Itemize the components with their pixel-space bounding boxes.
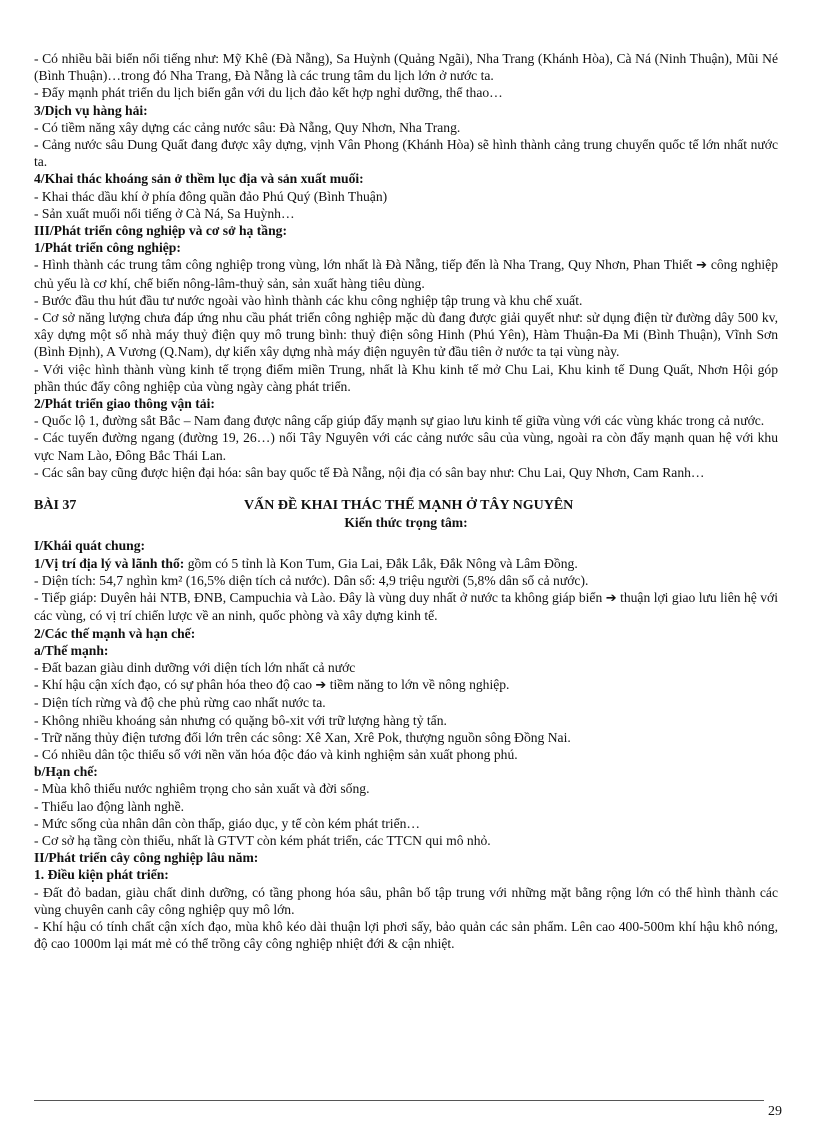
paragraph-text: - Cơ sở hạ tầng còn thiếu, nhất là GTVT còn kém phát triển, các TTCN qui mô nhỏ. xyxy=(34,832,491,848)
paragraph xyxy=(34,712,778,729)
lesson-subtitle: Kiến thức trọng tâm: xyxy=(344,515,468,531)
paragraph-text-after-arrow: thuận lợi giao lưu liên hệ với các vùng, có vị trí chiến lược về an ninh, quốc phòng và xây dựng kinh tế. xyxy=(34,590,779,624)
section-tay-nguyen xyxy=(34,537,778,952)
section-heading xyxy=(34,170,778,187)
paragraph-text: - Không nhiều khoáng sản nhưng có quặng bô-xit với trữ lượng hàng tỷ tấn. xyxy=(34,712,447,728)
lesson-number: BÀI 37 xyxy=(34,498,77,514)
paragraph xyxy=(34,832,778,849)
paragraph-text: - Trữ năng thủy điện tương đối lớn trên các sông: Xê Xan, Xrê Pok, thượng nguồn sông Đồng Nai. xyxy=(34,729,571,745)
section-heading xyxy=(34,625,778,642)
paragraph xyxy=(34,815,778,832)
section-heading xyxy=(34,866,778,883)
paragraph-text: - Sản xuất muối nổi tiếng ở Cà Ná, Sa Huỳnh… xyxy=(34,205,295,221)
paragraph xyxy=(34,256,778,291)
paragraph-text: - Hình thành các trung tâm công nghiệp trong vùng, lớn nhất là Đà Nẵng, tiếp đến là Nha Trang, Quy Nhơn, Phan Thiết xyxy=(34,257,697,273)
paragraph-text: - Quốc lộ 1, đường sắt Bắc – Nam đang được nâng cấp giúp đẩy mạnh sự giao lưu kinh tế giữa vùng với các vùng khác trong cả nước. xyxy=(34,413,765,429)
paragraph-text: - Cảng nước sâu Dung Quất đang được xây dựng, vịnh Vân Phong (Khánh Hòa) sẽ hình thành cảng trung chuyển quốc tế lớn nhất nước ta. xyxy=(34,137,778,170)
paragraph xyxy=(34,292,778,309)
paragraph xyxy=(34,50,778,84)
paragraph xyxy=(34,659,778,676)
paragraph xyxy=(34,746,778,763)
paragraph-text: - Khí hậu có tính chất cận xích đạo, mùa khô kéo dài thuận lợi phơi sấy, bảo quản các sản phẩm. Lên cao 400-500m khí hậu khô nóng, độ cao 1000m lại mát mẻ có thể trồng cây công nghiệp nhiệt đới & cận nhiệt. xyxy=(34,918,778,952)
section-heading xyxy=(34,763,778,780)
paragraph-text: - Diện tích: 54,7 nghìn km² (16,5% diện tích cả nước). Dân số: 4,9 triệu người (5,8% dân số cả nước). xyxy=(34,572,589,588)
paragraph-text: III/Phát triển công nghiệp và cơ sở hạ tầng: xyxy=(34,223,287,239)
paragraph-text: - Cơ sở năng lượng chưa đáp ứng nhu cầu phát triển công nghiệp mặc dù đang được giải quyết như: sử dụng điện từ đường dây 500 kv, xây dựng một số nhà máy thuỷ điện quy mô trung bình: thuỷ điện sông Hinh (Phú Yên), Hàm Thuận-Đa Mi (Bình Thuận), Vĩnh Sơn (Bình Định), A Vương (Q.Nam), dự kiến xây dựng nhà máy điện nguyên tử đầu tiên ở nước ta tại vùng này. xyxy=(34,310,778,360)
paragraph-text: - Mức sống của nhân dân còn thấp, giáo dục, y tế còn kém phát triển… xyxy=(34,815,420,831)
paragraph-text: - Có nhiều dân tộc thiểu số với nền văn hóa độc đáo và kinh nghiệm sản xuất phong phú. xyxy=(34,746,518,762)
paragraph xyxy=(34,188,778,205)
arrow-icon: ➔ xyxy=(605,591,617,607)
paragraph xyxy=(34,412,778,429)
paragraph-text: 2/Các thế mạnh và hạn chế: xyxy=(34,625,196,641)
paragraph-text-after-arrow: tiềm năng to lớn về nông nghiệp. xyxy=(329,677,510,693)
paragraph-text: - Khai thác dầu khí ở phía đông quần đảo Phú Quý (Bình Thuận) xyxy=(34,188,388,204)
paragraph xyxy=(34,729,778,746)
arrow-icon: ➔ xyxy=(315,678,327,694)
section-heading xyxy=(34,395,778,412)
paragraph-text: - Đất đỏ badan, giàu chất dinh dưỡng, có tầng phong hóa sâu, phân bố tập trung với những mặt bằng rộng lớn có thể hình thành các vùng chuyên canh cây công nghiệp quy mô lớn. xyxy=(34,884,778,917)
paragraph-text: - Các tuyến đường ngang (đường 19, 26…) nối Tây Nguyên với các cảng nước sâu của vùng, ngoài ra còn đẩy mạnh quan hệ với khu vực Nam Lào, Đông Bắc Thái Lan. xyxy=(34,430,778,463)
paragraph-lead: 1/Vị trí địa lý và lãnh thổ: xyxy=(34,555,185,571)
paragraph-text: II/Phát triển cây công nghiệp lâu năm: xyxy=(34,850,259,866)
paragraph-text: - Đất bazan giàu dinh dưỡng với diện tích lớn nhất cả nước xyxy=(34,659,356,675)
paragraph xyxy=(34,798,778,815)
paragraph-text: 1/Phát triển công nghiệp: xyxy=(34,240,181,256)
paragraph-text: - Có nhiều bãi biển nổi tiếng như: Mỹ Khê (Đà Nẵng), Sa Huỳnh (Quảng Ngãi), Nha Trang (Khánh Hòa), Cà Ná (Ninh Thuận), Mũi Né (Bình Thuận)…trong đó Nha Trang, Đà Nẵng là các trung tâm du lịch lớn ở nước ta. xyxy=(34,51,778,84)
paragraph xyxy=(34,676,778,694)
paragraph xyxy=(34,589,778,624)
paragraph-text: - Đẩy mạnh phát triển du lịch biển gắn với du lịch đảo kết hợp nghỉ dưỡng, thể thao… xyxy=(34,85,503,101)
section-heading xyxy=(34,222,778,239)
paragraph-text: b/Hạn chế: xyxy=(34,764,98,780)
paragraph xyxy=(34,464,778,481)
paragraph-text: - Khí hậu cận xích đạo, có sự phân hóa theo độ cao xyxy=(34,677,316,693)
lesson-title: VẤN ĐỀ KHAI THÁC THẾ MẠNH Ở TÂY NGUYÊN xyxy=(244,498,574,514)
paragraph xyxy=(34,205,778,222)
paragraph-text: 1. Điều kiện phát triển: xyxy=(34,867,169,883)
paragraph-text: - Tiếp giáp: Duyên hải NTB, ĐNB, Campuchia và Lào. Đây là vùng duy nhất ở nước ta không giáp biển xyxy=(34,590,606,606)
section-heading xyxy=(34,102,778,119)
paragraph xyxy=(34,572,778,589)
paragraph xyxy=(34,780,778,797)
paragraph xyxy=(34,918,778,952)
section-heading xyxy=(34,537,778,554)
arrow-icon: ➔ xyxy=(696,258,708,274)
paragraph-text: - Có tiềm năng xây dựng các cảng nước sâu: Đà Nẵng, Quy Nhơn, Nha Trang. xyxy=(34,119,461,135)
document-page xyxy=(34,50,778,952)
paragraph xyxy=(34,555,778,572)
paragraph-text: a/Thế mạnh: xyxy=(34,642,109,658)
page-number: 29 xyxy=(768,1104,782,1119)
paragraph xyxy=(34,84,778,101)
paragraph-text: gồm có 5 tỉnh là Kon Tum, Gia Lai, Đắk Lắk, Đắk Nông và Lâm Đồng. xyxy=(184,555,578,571)
paragraph xyxy=(34,136,778,170)
paragraph-text: - Bước đầu thu hút đầu tư nước ngoài vào hình thành các khu công nghiệp tập trung và khu chế xuất. xyxy=(34,292,583,308)
paragraph-text: 4/Khai thác khoáng sản ở thềm lục địa và sản xuất muối: xyxy=(34,171,364,187)
paragraph-text: - Thiếu lao động lành nghề. xyxy=(34,798,185,814)
paragraph-text: - Diện tích rừng và độ che phủ rừng cao nhất nước ta. xyxy=(34,695,326,711)
paragraph-text-after-arrow: công nghiệp chủ yếu là cơ khí, chế biến nông-lâm-thuỷ sản, sản xuất hàng tiêu dùng. xyxy=(34,257,779,291)
paragraph xyxy=(34,361,778,395)
section-duyen-hai-continued xyxy=(34,50,778,481)
paragraph-text: - Với việc hình thành vùng kinh tế trọng điểm miền Trung, nhất là Khu kinh tế mở Chu Lai, Khu kinh tế Dung Quất, Nhơn Hội góp phần thúc đẩy công nghiệp của vùng ngày càng phát triển. xyxy=(34,361,778,394)
section-heading xyxy=(34,642,778,659)
paragraph xyxy=(34,119,778,136)
section-heading xyxy=(34,849,778,866)
lesson-header xyxy=(34,497,778,514)
paragraph xyxy=(34,309,778,361)
footer-divider xyxy=(34,1100,764,1101)
paragraph xyxy=(34,429,778,463)
paragraph xyxy=(34,694,778,711)
paragraph-text: 3/Dịch vụ hàng hải: xyxy=(34,102,148,118)
paragraph-text: - Các sân bay cũng được hiện đại hóa: sân bay quốc tế Đà Nẵng, nội địa có sân bay như: Chu Lai, Quy Nhơn, Cam Ranh… xyxy=(34,464,705,480)
paragraph-text: 2/Phát triển giao thông vận tải: xyxy=(34,396,215,412)
paragraph xyxy=(34,884,778,918)
section-heading xyxy=(34,239,778,256)
paragraph-text: - Mùa khô thiếu nước nghiêm trọng cho sản xuất và đời sống. xyxy=(34,781,370,797)
paragraph-text: I/Khái quát chung: xyxy=(34,538,146,554)
